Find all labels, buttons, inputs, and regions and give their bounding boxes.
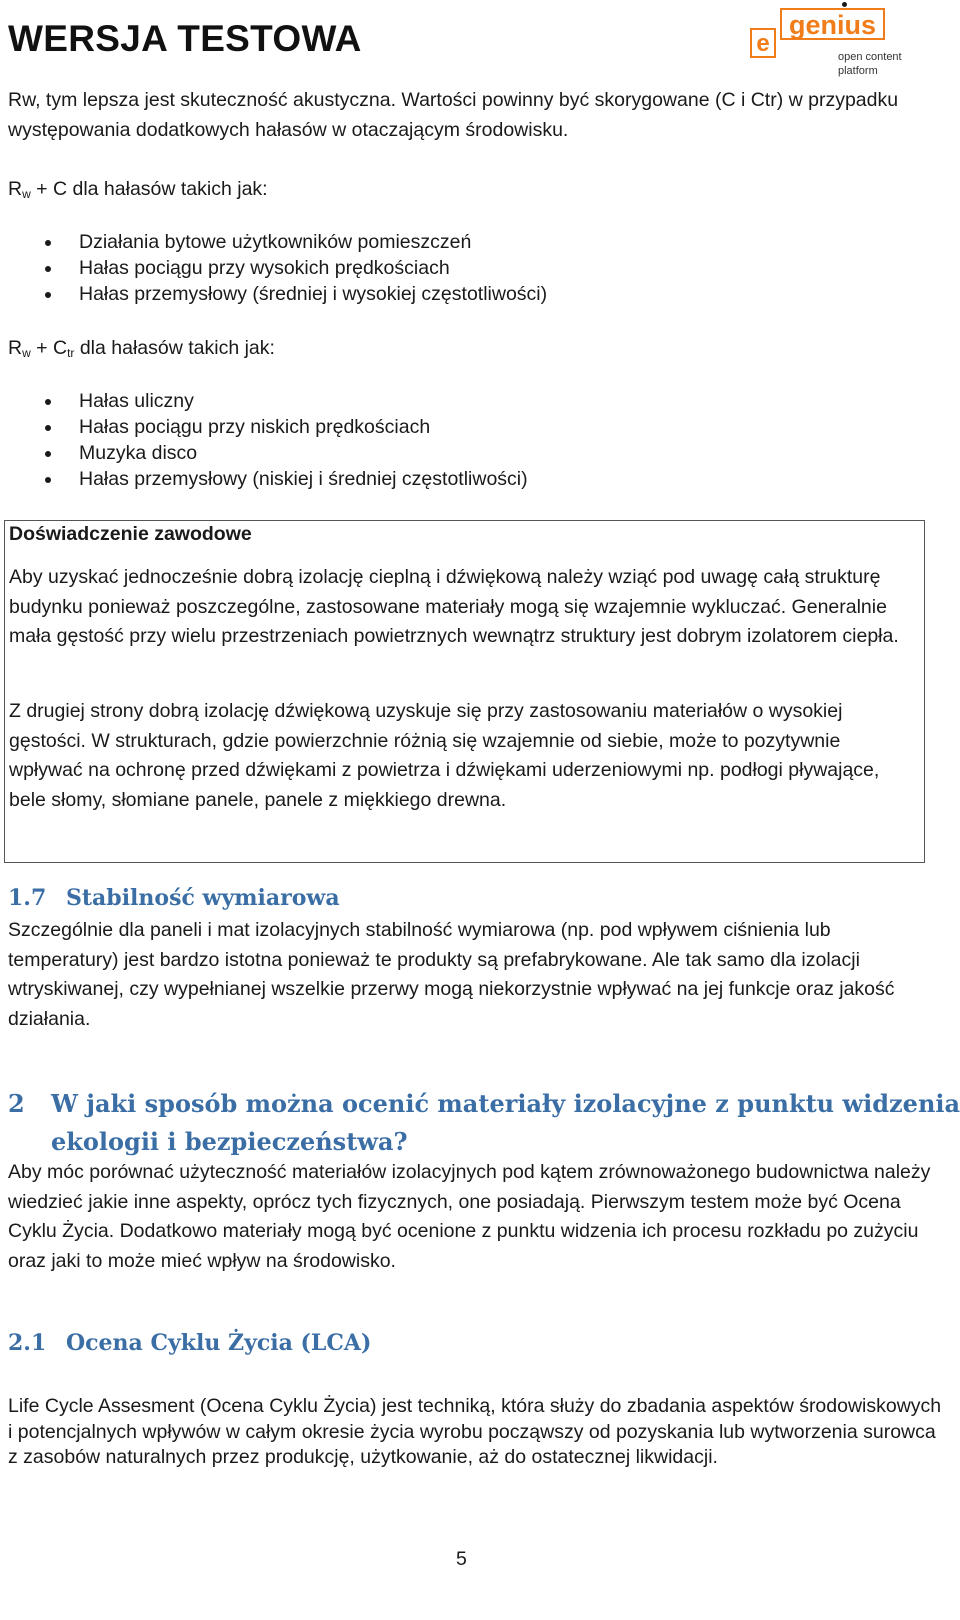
- rw-c-subscript: w: [22, 187, 31, 201]
- rw-ctr-subscript-2: tr: [67, 346, 75, 360]
- experience-box-paragraph-1: Aby uzyskać jednocześnie dobrą izolację cieplną i dźwiękową należy wziąć pod uwagę całą strukturę budynku ponieważ poszczególne, zastosowane materiały mogą się wzajemnie wykluczać. Generalnie mała gęstość przy wielu przestrzeniach powietrznych wewnątrz struktury jest dobrym izolatorem ciepła.: [9, 566, 899, 647]
- logo-dot-icon: [842, 2, 847, 7]
- list-item-text: Działania bytowe użytkowników pomieszczeń: [79, 231, 472, 253]
- section-title: Stabilność wymiarowa: [66, 885, 340, 911]
- bullet-icon: [45, 451, 51, 457]
- bullet-icon: [45, 399, 51, 405]
- list-item-text: Hałas przemysłowy (średniej i wysokiej częstotliwości): [79, 283, 548, 305]
- rw-c-symbol: R: [8, 178, 23, 200]
- logo-letter: e: [750, 28, 776, 58]
- list-item-text: Muzyka disco: [79, 442, 198, 464]
- logo-tagline: [838, 50, 902, 78]
- rw-c-label: [8, 176, 268, 207]
- experience-box: [4, 520, 925, 863]
- logo-tagline-line-1: open content: [838, 51, 902, 63]
- rw-c-list: [45, 229, 547, 307]
- bullet-icon: [45, 477, 51, 483]
- list-item-text: Hałas pociągu przy niskich prędkościach: [79, 416, 431, 438]
- list-item-text: Hałas pociągu przy wysokich prędkościach: [79, 257, 450, 279]
- logo-tagline-line-2: platform: [838, 65, 878, 77]
- list-item: [45, 440, 528, 466]
- section-2-1-body: Life Cycle Assesment (Ocena Cyklu Życia) jest techniką, która służy do zbadania aspektów środowiskowych i potencjalnych wpływów w całym okresie życia wyrobu począwszy od pozyskania lub wytworzenia surowca z zasobów naturalnych przez produkcję, użytkowanie, aż do ostatecznej likwidacji.: [8, 1395, 942, 1468]
- egenius-logo: [750, 6, 920, 82]
- bullet-icon: [45, 292, 51, 298]
- list-item: [45, 229, 547, 255]
- section-title: W jaki sposób można ocenić materiały izolacyjne z punktu widzenia ekologii i bezpieczeństwa?: [51, 1089, 960, 1156]
- bullet-icon: [45, 266, 51, 272]
- rw-c-text: + C dla hałasów takich jak:: [30, 178, 268, 200]
- list-item-text: Hałas uliczny: [79, 390, 194, 412]
- list-item: [45, 281, 547, 307]
- experience-box-title: Doświadczenie zawodowe: [9, 523, 252, 545]
- section-number: 1.7: [8, 885, 47, 911]
- section-1-7-heading: [8, 883, 340, 913]
- rw-ctr-list: [45, 388, 528, 492]
- section-2-heading: [8, 1085, 960, 1161]
- list-item: [45, 255, 547, 281]
- rw-ctr-mid: + C: [30, 337, 68, 359]
- bullet-icon: [45, 240, 51, 246]
- list-item: [45, 388, 528, 414]
- section-number: 2: [8, 1089, 25, 1118]
- rw-ctr-symbol: R: [8, 337, 23, 359]
- bullet-icon: [45, 425, 51, 431]
- logo-word: genius: [780, 8, 885, 40]
- list-item-text: Hałas przemysłowy (niskiej i średniej częstotliwości): [79, 468, 528, 490]
- intro-paragraph: Rw, tym lepsza jest skuteczność akustyczna. Wartości powinny być skorygowane (C i Ctr) w przypadku występowania dodatkowych hałasów w otaczającym środowisku.: [8, 89, 899, 141]
- rw-ctr-text: dla hałasów takich jak:: [74, 337, 275, 359]
- rw-ctr-subscript: w: [22, 346, 31, 360]
- list-item: [45, 466, 528, 492]
- section-2-body: Aby móc porównać użyteczność materiałów izolacyjnych pod kątem zrównoważonego budownictwa należy wiedzieć jakie inne aspekty, oprócz tych fizycznych, one posiadają. Pierwszym testem może być Ocena Cyklu Życia. Dodatkowo materiały mogą być ocenione z punktu widzenia ich procesu rozkładu po zużyciu oraz jaki to może mieć wpływ na środowisko.: [8, 1161, 931, 1272]
- rw-ctr-label: [8, 335, 275, 366]
- section-1-7-body: Szczególnie dla paneli i mat izolacyjnych stabilność wymiarowa (np. pod wpływem ciśnienia lub temperatury) jest bardzo istotna ponieważ te produkty są prefabrykowane. Ale tak samo dla izolacji wtryskiwanej, czy wypełnianej wszelkie przerwy mogą niekorzystnie wpływać na jej funkcje oraz jakość działania.: [8, 919, 895, 1030]
- section-2-1-heading: [8, 1328, 371, 1358]
- watermark-title: WERSJA TESTOWA: [8, 18, 362, 59]
- page-number: 5: [456, 1548, 467, 1570]
- list-item: [45, 414, 528, 440]
- section-number: 2.1: [8, 1330, 47, 1356]
- experience-box-paragraph-2: Z drugiej strony dobrą izolację dźwiękową uzyskuje się przy zastosowaniu materiałów o wysokiej gęstości. W strukturach, gdzie powierzchnie różnią się wzajemnie od siebie, może to pozytywnie wpływać na ochronę przed dźwiękami z powietrza i dźwiękami uderzeniowymi np. podłogi pływające, bele słomy, słomiane panele, panele z miękkiego drewna.: [9, 700, 880, 811]
- section-title: Ocena Cyklu Życia (LCA): [66, 1330, 372, 1356]
